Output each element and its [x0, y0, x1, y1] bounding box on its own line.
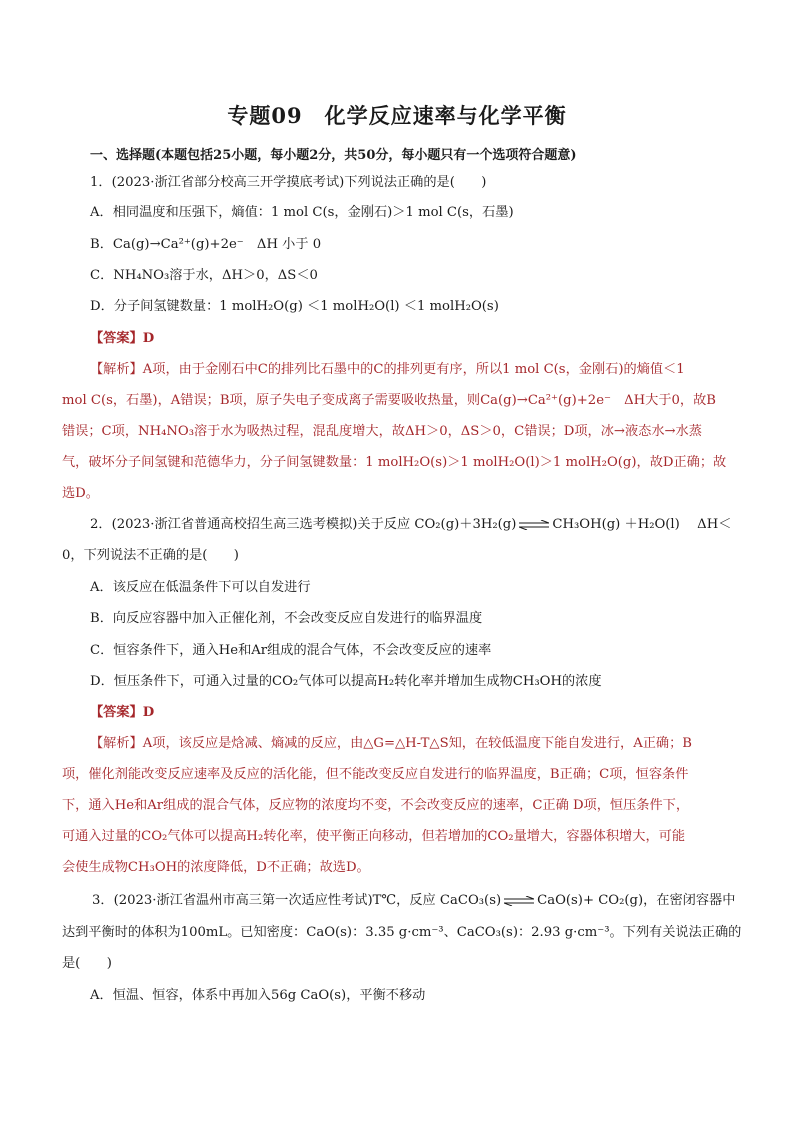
q3-stem-pre: 3．(2023·浙江省温州市高三第一次适应性考试)T℃，反应 CaCO₃(s) [92, 893, 502, 908]
q2-analysis-line: 会使生成物CH₃OH的浓度降低，D不正确；故选D。 [62, 860, 370, 875]
q3-stem-line3: 是( ) [62, 956, 112, 971]
q1-analysis-line: mol C(s，石墨)，A错误；B项，原子失电子变成离子需要吸收热量，则Ca(g)→Ca²⁺(g)+2e⁻ ΔH大于0，故B [62, 393, 717, 408]
section-header: 一、选择题(本题包括25小题，每小题2分，共50分，每小题只有一个选项符合题意) [90, 148, 577, 163]
q2-analysis-line: 下，通入He和Ar组成的混合气体，反应物的浓度均不变，不会改变反应的速率，C正确 D项，恒压条件下， [62, 798, 690, 813]
q1-option-b: B．Ca(g)→Ca²⁺(g)+2e⁻ ΔH 小于 0 [90, 237, 322, 252]
equilibrium-arrow-icon [519, 520, 549, 530]
q3-stem-post: CaO(s)+ CO₂(g)，在密闭容器中 [537, 893, 736, 908]
q2-stem-line2: 0，下列说法不正确的是( ) [62, 548, 239, 563]
q1-analysis-line: 气，破坏分子间氢键和范德华力，分子间氢键数量：1 molH₂O(s)＞1 molH₂O(l)＞1 molH₂O(g)，故D正确；故 [62, 455, 727, 470]
q2-stem-pre: 2．(2023·浙江省普通高校招生高三选考模拟)关于反应 CO₂(g)＋3H₂(g) [90, 517, 517, 532]
q2-stem [90, 516, 731, 534]
q2-analysis-line: 可通入过量的CO₂气体可以提高H₂转化率，使平衡正向移动，但若增加的CO₂量增大，容器体积增大，可能 [62, 829, 686, 844]
q3-stem-line2: 达到平衡时的体积为100mL。已知密度：CaO(s)：3.35 g·cm⁻³、CaCO₃(s)：2.93 g·cm⁻³。下列有关说法正确的 [62, 925, 742, 940]
q2-option-b: B．向反应容器中加入正催化剂，不会改变反应自发进行的临界温度 [90, 611, 483, 626]
equilibrium-arrow-icon [504, 896, 534, 906]
q2-answer: 【答案】D [90, 705, 155, 720]
q1-analysis-line: 错误；C项，NH₄NO₃溶于水为吸热过程，混乱度增大，故ΔH＞0，ΔS＞0，C错误；D项，冰→液态水→水蒸 [62, 424, 702, 439]
q1-analysis-line: 【解析】A项，由于金刚石中C的排列比石墨中的C的排列更有序，所以1 mol C(s，金刚石)的熵值＜1 [90, 362, 685, 377]
q3-option-a: A．恒温、恒容，体系中再加入56g CaO(s)，平衡不移动 [90, 988, 426, 1003]
q2-option-d: D．恒压条件下，可通入过量的CO₂气体可以提高H₂转化率并增加生成物CH₃OH的浓度 [90, 674, 602, 689]
q2-stem-post: CH₃OH(g) ＋H₂O(l) ΔH＜ [552, 517, 732, 532]
q2-option-a: A．该反应在低温条件下可以自发进行 [90, 580, 311, 595]
q2-analysis-line: 【解析】A项，该反应是焓减、熵减的反应，由△G=△H-T△S知，在较低温度下能自发进行，A正确；B [90, 736, 692, 751]
q1-option-d: D．分子间氢键数量：1 molH₂O(g) ＜1 molH₂O(l) ＜1 molH₂O(s) [90, 299, 499, 314]
q1-option-c: C．NH₄NO₃溶于水，ΔH＞0，ΔS＜0 [90, 268, 318, 283]
q1-answer: 【答案】D [90, 331, 155, 346]
q3-stem [92, 892, 735, 910]
q2-option-c: C．恒容条件下，通入He和Ar组成的混合气体，不会改变反应的速率 [90, 643, 492, 658]
q1-analysis-line: 选D。 [62, 486, 99, 501]
q2-analysis-line: 项，催化剂能改变反应速率及反应的活化能，但不能改变反应自发进行的临界温度，B正确；C项，恒容条件 [62, 767, 689, 782]
q1-stem: 1．(2023·浙江省部分校高三开学摸底考试)下列说法正确的是( ) [90, 175, 487, 190]
page-title: 专题09 化学反应速率与化学平衡 [227, 103, 567, 128]
q1-option-a: A．相同温度和压强下，熵值：1 mol C(s，金刚石)＞1 mol C(s，石墨) [90, 205, 514, 220]
